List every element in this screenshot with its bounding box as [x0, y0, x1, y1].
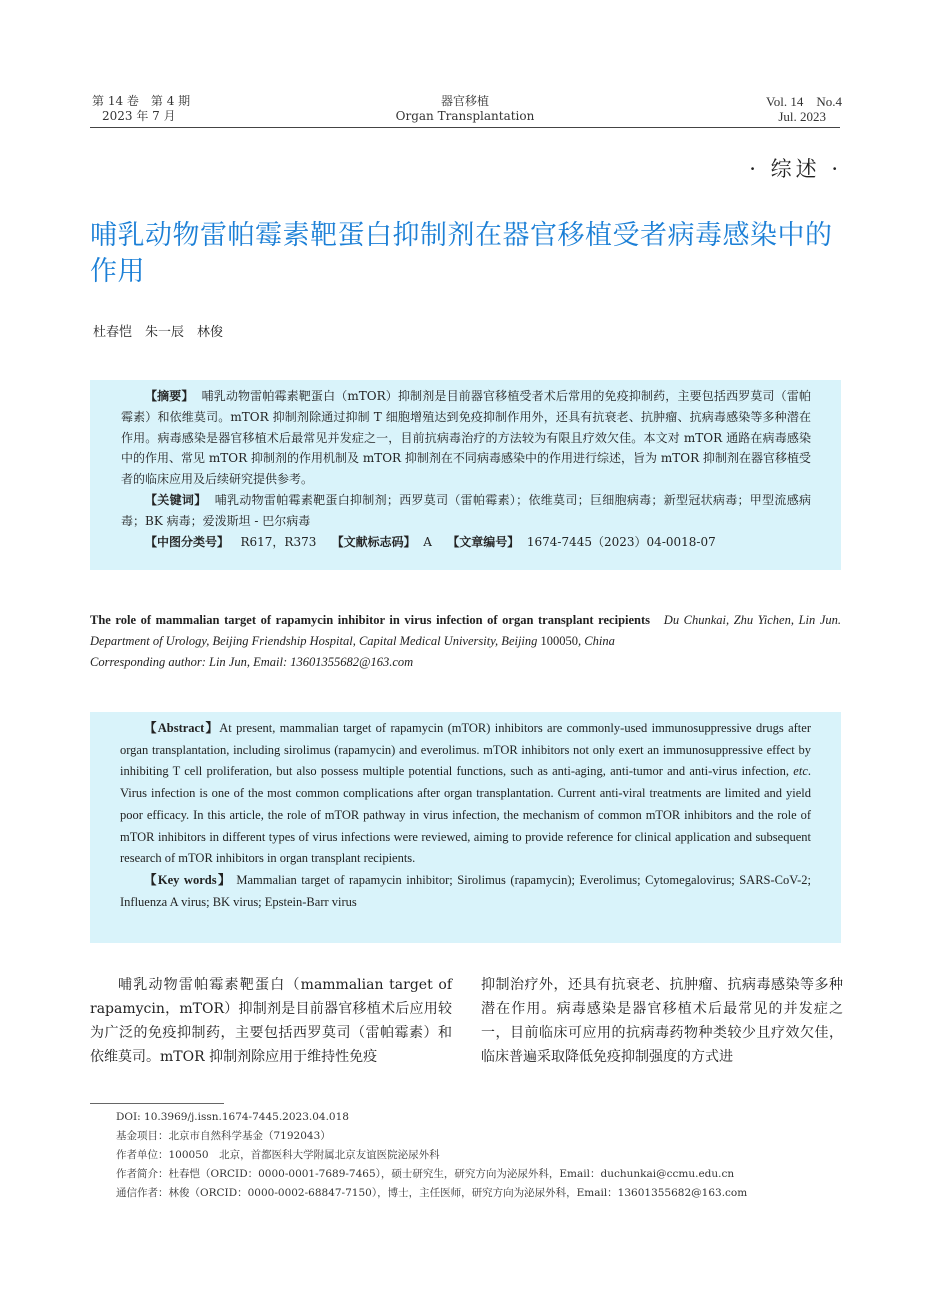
journal-name-cn: 器官移植 [440, 94, 489, 108]
postcode: 100050 [540, 634, 579, 648]
cn-abstract-text: 哺乳动物雷帕霉素靶蛋白（mTOR）抑制剂是目前器官移植受者术后常用的免疫抑制药，主要包括西罗莫司（雷帕霉素）和依维莫司。mTOR 抑制剂除通过抑制 T 细胞增殖达到免疫抑制作用外，还具有抗衰老、抗肿瘤、抗病毒感染等多种潜在作用。病毒感染是器官移植术后最常见并发症之一，目前抗病毒治疗的方法较为有限且疗效欠佳。本文对 mTOR 通路在病毒感染中的作用、常见 mTOR 抑制剂的作用机制及 mTOR 抑制剂在不同病毒感染中的作用进行综述，旨为 mTOR 抑制剂在器官移植受者的临床应用及后续研究提供参考。 [121, 389, 811, 487]
en-abstract [120, 718, 811, 870]
en-keywords [120, 870, 811, 913]
cn-keywords-label: 【关键词】 [145, 492, 207, 507]
doc-code-value: A [423, 534, 432, 549]
running-header-left [92, 94, 190, 124]
cn-abstract [121, 386, 811, 490]
en-keywords-label: 【Key words】 [144, 872, 232, 887]
body-column-right: 抑制治疗外，还具有抗衰老、抗肿瘤、抗病毒感染等多种潜在作用。病毒感染是器官移植术后最常见的并发症之一，目前临床可应用的抗病毒药物种类较少且疗效欠佳，临床普遍采取降低免疫抑制强度的方式进 [481, 977, 843, 1065]
footnote-first-author: 作者简介：杜春恺（ORCID：0000-0001-7689-7465），硕士研究生，研究方向为泌尿外科，Email：duchunkai@ccmu.edu.cn [116, 1168, 735, 1180]
chinese-abstract-box [90, 380, 841, 570]
header-rule [90, 127, 840, 128]
english-authors: Du Chunkai, Zhu Yichen, Lin Jun. [663, 613, 842, 627]
authors: 杜春恺 朱一辰 林俊 [93, 325, 224, 340]
en-abstract-text-1: At present, mammalian target of rapamycin (mTOR) inhibitors are commonly-used immunosuppressive drugs after organ transplantation, including sirolimus (rapamycin) and everolimus. mTOR inhibitors not only exert an immunosuppressive effect by inhibiting T cell proliferation, but also possess multiple potential functions, such as anti-aging, anti-tumor and anti-virus infection, [120, 721, 811, 779]
cn-keywords [121, 490, 811, 532]
journal-name-en: Organ Transplantation [395, 109, 535, 123]
issue-date: 2023 年 7 月 [102, 109, 176, 123]
english-title-block [90, 610, 841, 673]
issue-date-en: Jul. 2023 [778, 109, 826, 124]
english-title: The role of mammalian target of rapamycin inhibitor in virus infection of organ transplant recipients [90, 613, 651, 627]
cn-classification [121, 532, 811, 553]
article-number-label: 【文章编号】 [447, 534, 520, 549]
article-title: 哺乳动物雷帕霉素靶蛋白抑制剂在器官移植受者病毒感染中的作用 [90, 220, 833, 287]
article-number-value: 1674-7445（2023）04-0018-07 [526, 534, 716, 549]
en-abstract-label: 【Abstract】 [144, 721, 220, 735]
footnote-doi: DOI: 10.3969/j.issn.1674-7445.2023.04.018 [116, 1111, 349, 1123]
en-abstract-text-2: . Virus infection is one of the most common complications after organ transplantation. Current anti-viral treatments are limited and yield poor efficacy. In this article, the role of mTOR pathway in virus infection, the mechanism of common mTOR inhibitors and the role of mTOR inhibitors in different types of virus infections were reviewed, aiming to provide reference for clinical application and subsequent research of mTOR inhibitors in organ transplant recipients. [120, 764, 811, 866]
clc-label: 【中图分类号】 [145, 534, 230, 549]
footnote-rule [90, 1103, 224, 1104]
en-abstract-etc: etc [793, 764, 808, 779]
footnote-funding: 基金项目：北京市自然科学基金（7192043） [116, 1130, 331, 1142]
corresponding-author: Corresponding author: Lin Jun, Email: 13601355682@163.com [90, 655, 414, 669]
doc-code-label: 【文献标志码】 [331, 534, 416, 549]
clc-value: R617，R373 [240, 534, 317, 549]
en-keywords-text: Mammalian target of rapamycin inhibitor; Sirolimus (rapamycin); Everolimus; Cytomegalovirus; SARS-CoV-2; Influenza A virus; BK virus; Epstein-Barr virus [120, 872, 811, 909]
body-column-left: 哺乳动物雷帕霉素靶蛋白（mammalian target of rapamycin，mTOR）抑制剂是目前器官移植术后应用较为广泛的免疫抑制药，主要包括西罗莫司（雷帕霉素）和依维莫司。mTOR 抑制剂除应用于维持性免疫 [90, 977, 452, 1065]
running-header-right [766, 94, 842, 124]
running-header-center [340, 94, 590, 124]
cn-keywords-text: 哺乳动物雷帕霉素靶蛋白抑制剂；西罗莫司（雷帕霉素）；依维莫司；巨细胞病毒；新型冠状病毒；甲型流感病毒；BK 病毒；爱泼斯坦 - 巴尔病毒 [121, 492, 811, 528]
english-affiliation: Department of Urology, Beijing Friendship Hospital, Capital Medical University, Beijing [90, 634, 538, 648]
section-label: · 综述 · [749, 157, 842, 181]
footnotes [116, 1108, 747, 1203]
volume-issue-en: Vol. 14 No.4 [766, 94, 842, 109]
english-abstract-box [90, 712, 841, 943]
cn-abstract-label: 【摘要】 [145, 389, 194, 403]
footnote-corresponding: 通信作者：林俊（ORCID：0000-0002-68847-7150），博士，主任医师，研究方向为泌尿外科，Email：13601355682@163.com [116, 1187, 748, 1199]
footnote-affiliation: 作者单位：100050 北京，首都医科大学附属北京友谊医院泌尿外科 [116, 1149, 440, 1161]
country: , China [578, 634, 615, 648]
volume-issue: 第 14 卷 第 4 期 [92, 94, 191, 108]
